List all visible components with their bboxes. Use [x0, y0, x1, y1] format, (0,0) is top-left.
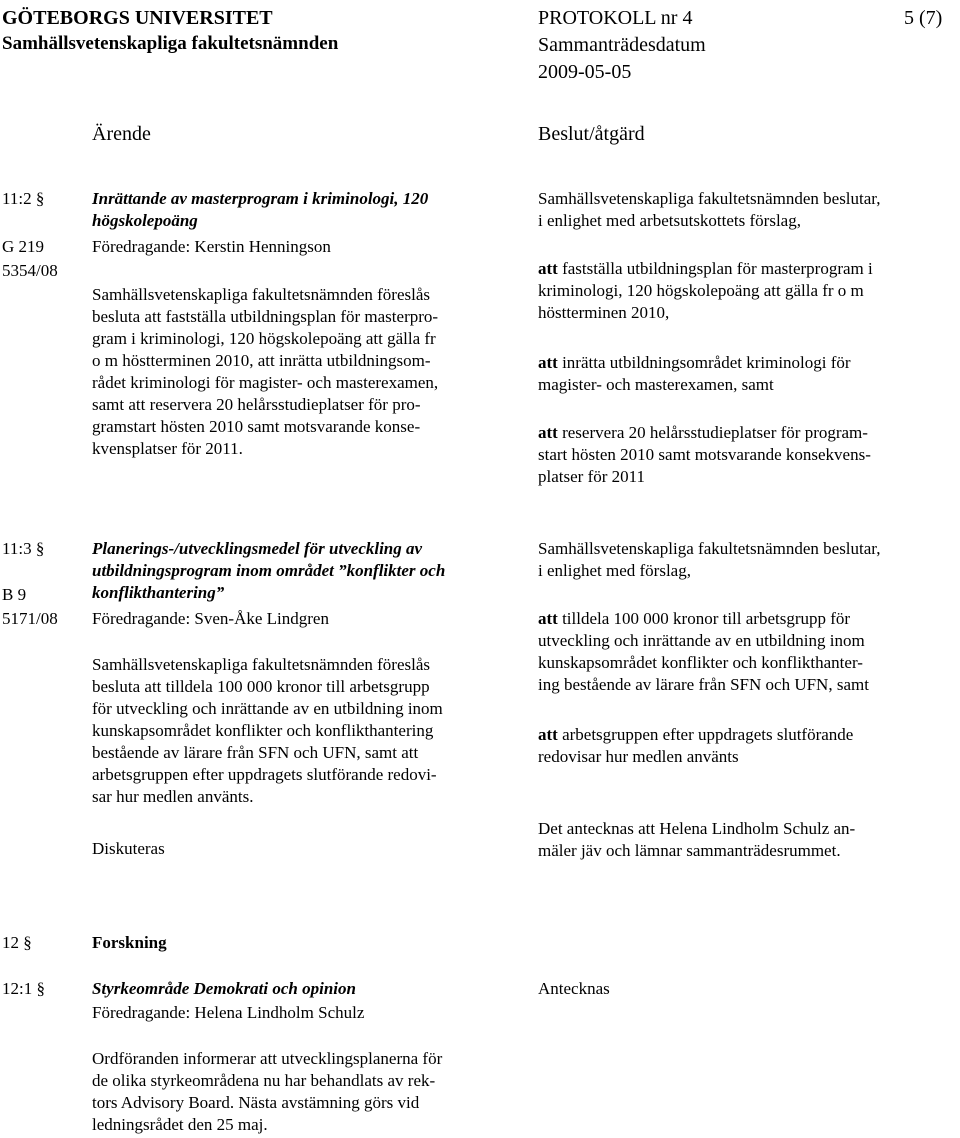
item-title — [92, 538, 522, 604]
decision-line: kunskapsområdet konflikter och konflikthanter- — [538, 653, 863, 672]
body-line: besluta att fastställa utbildningsplan för masterpro- — [92, 307, 439, 326]
decision-point — [538, 422, 958, 488]
decision-line: i enlighet med arbetsutskottets förslag, — [538, 211, 801, 230]
body-line: arbetsgruppen efter uppdragets slutförande redovi- — [92, 765, 437, 784]
decision-line: start hösten 2010 samt motsvarande konsekvens- — [538, 445, 871, 464]
decision-line: platser för 2011 — [538, 467, 646, 486]
title-line: utbildningsprogram inom området ”konflikter och — [92, 561, 446, 580]
decision-line: redovisar hur medlen använts — [538, 747, 739, 766]
meeting-date: 2009-05-05 — [538, 61, 632, 83]
body-line: besluta att tilldela 100 000 kronor till arbetsgrupp — [92, 677, 430, 696]
decision-line: höstterminen 2010, — [538, 303, 670, 322]
body-line: ledningsrådet den 25 maj. — [92, 1115, 268, 1134]
body-line: rådet kriminologi för magister- och masterexamen, — [92, 373, 439, 392]
decision-point — [538, 724, 958, 768]
decision-line: fastställa utbildningsplan för masterprogram i — [557, 259, 873, 278]
decision-point — [538, 608, 958, 696]
decision-line: ing bestående av lärare från SFN och UFN, samt — [538, 675, 869, 694]
att-keyword: att — [538, 423, 558, 442]
page-number: 5 (7) — [904, 7, 943, 29]
att-keyword: att — [538, 609, 558, 628]
body-line: samt att reservera 20 helårsstudieplatser för pro- — [92, 395, 421, 414]
body-line: sar hur medlen använts. — [92, 787, 254, 806]
title-line: Planerings-/utvecklingsmedel för utveckling av — [92, 539, 423, 558]
decision-line: Samhällsvetenskapliga fakultetsnämnden beslutar, — [538, 539, 881, 558]
body-line: gram i kriminologi, 120 högskolepoäng att gälla fr — [92, 329, 436, 348]
section-number: 12 § — [2, 933, 32, 952]
body-line: gramstart hösten 2010 samt motsvarande konse- — [92, 417, 421, 436]
decision-line: i enlighet med förslag, — [538, 561, 691, 580]
body-line: kunskapsområdet konflikter och konflikthantering — [92, 721, 434, 740]
item-presenter: Föredragande: Helena Lindholm Schulz — [92, 1003, 365, 1022]
body-line: för utveckling och inrättande av en utbildning inom — [92, 699, 443, 718]
discussion-note: Diskuteras — [92, 839, 165, 858]
item-presenter: Föredragande: Sven-Åke Lindgren — [92, 609, 329, 628]
decision-line: kriminologi, 120 högskolepoäng att gälla fr o m — [538, 281, 864, 300]
item-body — [92, 284, 522, 460]
note-line: mäler jäv och lämnar sammanträdesrummet. — [538, 841, 841, 860]
body-line: o m höstterminen 2010, att inrätta utbildningsom- — [92, 351, 431, 370]
att-keyword: att — [538, 259, 558, 278]
decision-intro — [538, 538, 958, 582]
university-name: GÖTEBORGS UNIVERSITET — [2, 7, 273, 29]
decision-line: arbetsgruppen efter uppdragets slutförande — [557, 725, 854, 744]
recusal-note — [538, 818, 958, 862]
body-line: Ordföranden informerar att utvecklingsplanerna för — [92, 1049, 443, 1068]
decision-line: inrätta utbildningsområdet kriminologi för — [557, 353, 851, 372]
body-line: Samhällsvetenskapliga fakultetsnämnden föreslås — [92, 285, 431, 304]
item-reference: G 219 — [2, 237, 45, 256]
decision-point — [538, 258, 958, 324]
decision-intro — [538, 188, 958, 232]
att-keyword: att — [538, 353, 558, 372]
decision-line: magister- och masterexamen, samt — [538, 375, 774, 394]
item-decision: Antecknas — [538, 979, 610, 998]
item-number: 11:2 § — [2, 189, 45, 208]
body-line: kvensplatser för 2011. — [92, 439, 243, 458]
body-line: de olika styrkeområdena nu har behandlats av rek- — [92, 1071, 436, 1090]
att-keyword: att — [538, 725, 558, 744]
decision-line: reservera 20 helårsstudieplatser för program- — [557, 423, 868, 442]
note-line: Det antecknas att Helena Lindholm Schulz an- — [538, 819, 856, 838]
body-line: tors Advisory Board. Nästa avstämning görs vid — [92, 1093, 420, 1112]
item-body — [92, 654, 522, 808]
title-line: högskolepoäng — [92, 211, 198, 230]
title-line: Inrättande av masterprogram i kriminologi, 120 — [92, 189, 429, 208]
section-title: Forskning — [92, 933, 167, 952]
decision-point — [538, 352, 958, 396]
item-number: 11:3 § — [2, 539, 45, 558]
decision-line: utveckling och inrättande av en utbildning inom — [538, 631, 865, 650]
decision-column-heading: Beslut/åtgärd — [538, 123, 645, 145]
item-title — [92, 188, 522, 232]
item-case-number: 5354/08 — [2, 261, 58, 280]
meeting-date-label: Sammanträdesdatum — [538, 34, 706, 56]
committee-name: Samhällsvetenskapliga fakultetsnämnden — [2, 33, 339, 54]
item-case-number: 5171/08 — [2, 609, 58, 628]
item-body — [92, 1048, 522, 1136]
item-presenter: Föredragande: Kerstin Henningson — [92, 237, 331, 256]
decision-line: tilldela 100 000 kronor till arbetsgrupp för — [557, 609, 851, 628]
decision-line: Samhällsvetenskapliga fakultetsnämnden beslutar, — [538, 189, 881, 208]
matter-column-heading: Ärende — [92, 123, 151, 145]
title-line: konflikthantering” — [92, 583, 225, 602]
item-number: 12:1 § — [2, 979, 45, 998]
body-line: bestående av lärare från SFN och UFN, samt att — [92, 743, 419, 762]
body-line: Samhällsvetenskapliga fakultetsnämnden föreslås — [92, 655, 431, 674]
protocol-number: PROTOKOLL nr 4 — [538, 7, 693, 29]
item-reference: B 9 — [2, 585, 27, 604]
item-title: Styrkeområde Demokrati och opinion — [92, 979, 356, 998]
